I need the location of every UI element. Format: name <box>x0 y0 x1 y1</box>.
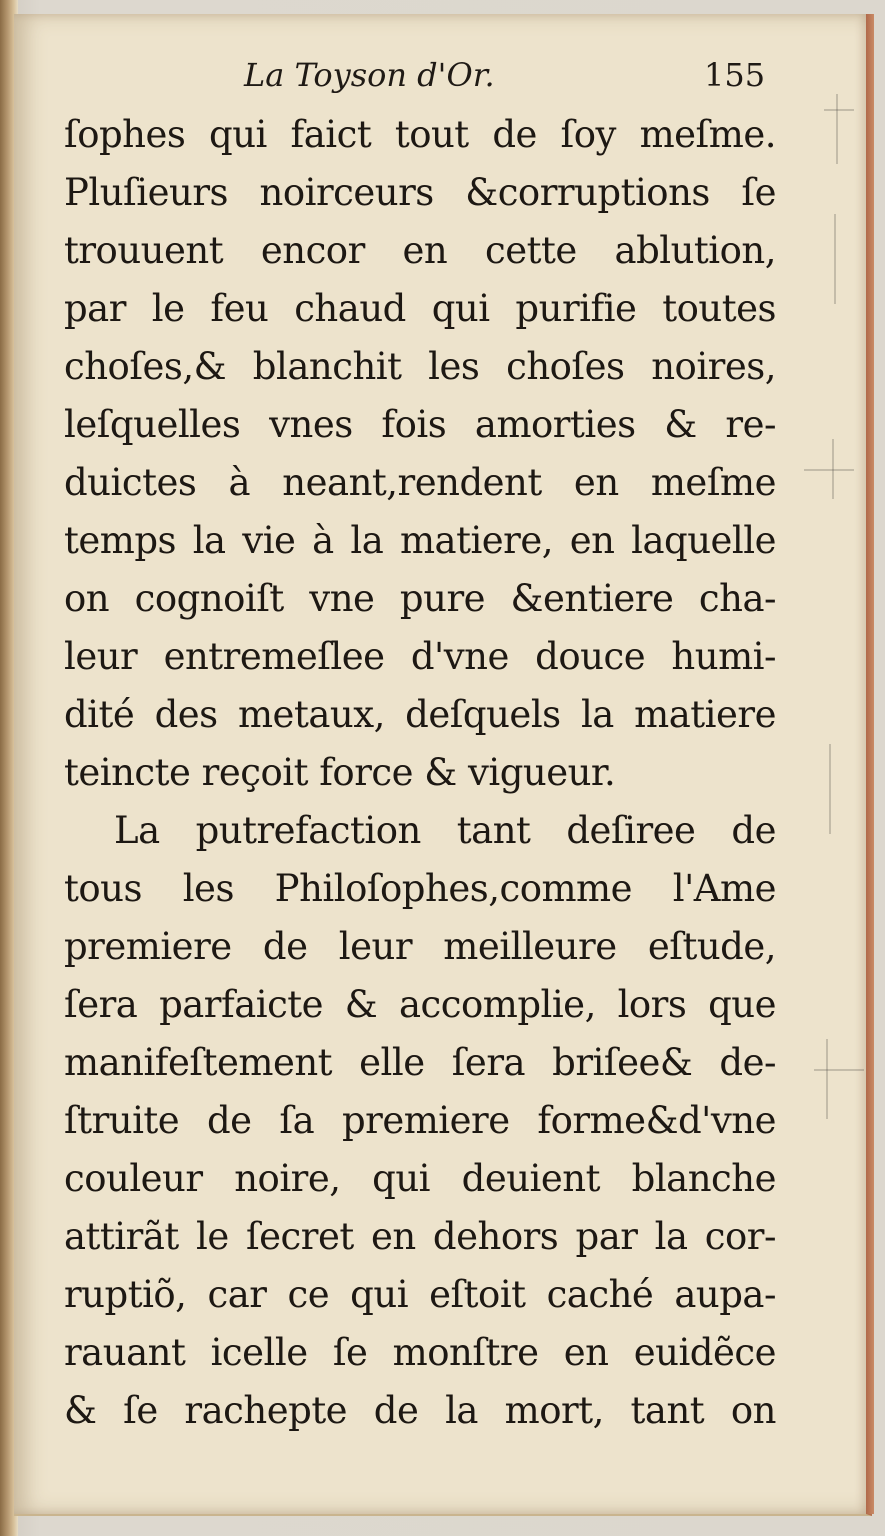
pencil-mark <box>814 1069 864 1071</box>
text-line: & ſe rachepte de la mort, tant on <box>64 1389 776 1432</box>
text-line: ruptiõ, car ce qui eſtoit caché aupa- <box>64 1273 776 1316</box>
page-fore-edge <box>866 14 874 1514</box>
pencil-mark <box>824 109 854 111</box>
pencil-mark <box>836 94 838 164</box>
text-line: Pluſieurs noirceurs &corruptions ſe <box>64 171 776 214</box>
text-line: dité des metaux, deſquels la matiere <box>64 693 776 736</box>
page-header <box>14 56 866 100</box>
text-line: premiere de leur meilleure eſtude, <box>64 925 776 968</box>
body-text <box>64 106 776 1440</box>
text-line: ſophes qui faict tout de ſoy meſme. <box>64 113 776 156</box>
page-number: 155 <box>704 56 766 94</box>
book-page <box>14 14 872 1516</box>
pencil-mark <box>804 469 854 471</box>
text-line: attirãt le ſecret en dehors par la cor- <box>64 1215 776 1258</box>
text-line: La putrefaction tant deſiree de <box>114 809 776 852</box>
pencil-mark <box>826 1039 828 1119</box>
text-line: rauant icelle ſe monſtre en euidẽce <box>64 1331 776 1374</box>
pencil-mark <box>834 214 836 304</box>
text-line: tous les Philoſophes,comme l'Ame <box>64 867 776 910</box>
text-line: ſera parfaicte & accomplie, lors que <box>64 983 776 1026</box>
text-line: par le feu chaud qui purifie toutes <box>64 287 776 330</box>
text-line: choſes,& blanchit les choſes noires, <box>64 345 776 388</box>
text-line: temps la vie à la matiere, en laquelle <box>64 519 776 562</box>
text-line: ſtruite de ſa premiere forme&d'vne <box>64 1099 776 1142</box>
pencil-mark <box>829 744 831 834</box>
running-head: La Toyson d'Or. <box>244 56 495 94</box>
text-line: leur entremeſlee d'vne douce humi- <box>64 635 776 678</box>
text-line: manifeſtement elle ſera briſee& de- <box>64 1041 776 1084</box>
pencil-mark <box>832 439 834 499</box>
text-line: duictes à neant,rendent en meſme <box>64 461 776 504</box>
text-line: leſquelles vnes fois amorties & re- <box>64 403 776 446</box>
text-line: trouuent encor en cette ablution, <box>64 229 776 272</box>
text-line: teincte reçoit force & vigueur. <box>64 751 616 794</box>
text-line: couleur noire, qui deuient blanche <box>64 1157 776 1200</box>
text-line: on cognoiſt vne pure &entiere cha- <box>64 577 776 620</box>
